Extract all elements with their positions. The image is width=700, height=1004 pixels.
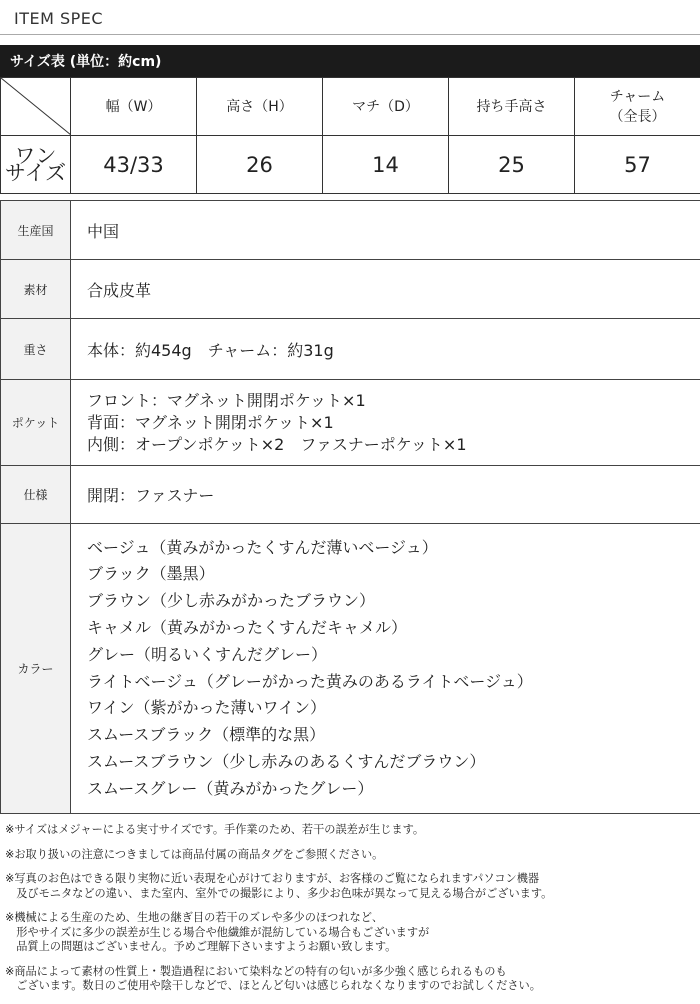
col-depth-header: マチ（D） — [323, 78, 449, 136]
color-item: ワイン（紫がかった薄いワイン） — [87, 695, 700, 722]
pocket-value — [71, 380, 700, 466]
size-table — [0, 77, 700, 194]
color-item: スムースグレー（黄みがかったグレー） — [87, 776, 700, 803]
note-item: ※お取り扱いの注意につきましては商品付属の商品タグをご参照ください。 — [5, 848, 695, 863]
col-charm-header: チャーム （全長） — [575, 78, 700, 136]
spec-table — [0, 200, 700, 814]
color-item: キャメル（黄みがかったくすんだキャメル） — [87, 615, 700, 642]
origin-value: 中国 — [71, 201, 700, 260]
col-height-header: 高さ（H） — [197, 78, 323, 136]
color-item: ブラウン（少し赤みがかったブラウン） — [87, 588, 700, 615]
weight-label: 重さ — [1, 319, 71, 380]
col-handle-height-header: 持ち手高さ — [449, 78, 575, 136]
pocket-line: フロント：マグネット開閉ポケット×1 — [87, 390, 700, 412]
feature-value: 開閉：ファスナー — [71, 466, 700, 524]
feature-label: 仕様 — [1, 466, 71, 524]
color-item: グレー（明るいくすんだグレー） — [87, 642, 700, 669]
note-item: ※機械による生産のため、生地の継ぎ目の若干のズレや多少のほつれなど、 形やサイズに多少の誤差が生じる場合や他繊維が混紡している場合もございますが 品質上の問題はございません。予めご理解下さいますようお願い致します。 — [5, 911, 695, 955]
corner-cell — [1, 78, 71, 136]
depth-value: 14 — [323, 136, 449, 194]
page-title: ITEM SPEC — [14, 9, 103, 28]
material-value: 合成皮革 — [71, 260, 700, 319]
spec-row-pocket — [1, 380, 700, 466]
size-value-row — [1, 136, 700, 194]
note-item: ※写真のお色はできる限り実物に近い表現を心がけておりますが、お客様のご覧になられますパソコン機器 及びモニタなどの違い、また室内、室外での撮影により、多少お色味が異なって見える場合がございます。 — [5, 872, 695, 901]
handle-height-value: 25 — [449, 136, 575, 194]
charm-length-value: 57 — [575, 136, 700, 194]
diagonal-line — [1, 78, 71, 135]
pocket-label: ポケット — [1, 380, 71, 466]
spec-row-material — [1, 260, 700, 319]
colors-value — [71, 524, 700, 814]
pocket-line: 背面：マグネット開閉ポケット×1 — [87, 412, 700, 434]
spec-row-origin — [1, 201, 700, 260]
size-header-row — [1, 78, 700, 136]
spec-row-feature — [1, 466, 700, 524]
height-value: 26 — [197, 136, 323, 194]
header-divider — [0, 34, 700, 35]
size-table-title: サイズ表 (単位：約cm) — [0, 45, 700, 77]
one-size-label: ワン サイズ — [1, 136, 71, 194]
col-width-header: 幅（W） — [71, 78, 197, 136]
color-item: スムースブラウン（少し赤みのあるくすんだブラウン） — [87, 749, 700, 776]
spec-row-colors — [1, 524, 700, 814]
color-item: ベージュ（黄みがかったくすんだ薄いベージュ） — [87, 535, 700, 562]
spec-row-weight — [1, 319, 700, 380]
color-item: ブラック（墨黒） — [87, 561, 700, 588]
color-item: スムースブラック（標準的な黒） — [87, 722, 700, 749]
note-item: ※商品によって素材の性質上・製造過程において染料などの特有の匂いが多少強く感じられるものも ございます。数日のご使用や陰干しなどで、ほとんど匂いは感じられなくなりますのでお試しください。 — [5, 965, 695, 994]
origin-label: 生産国 — [1, 201, 71, 260]
notes-section — [5, 823, 695, 1004]
weight-value: 本体：約454g チャーム：約31g — [71, 319, 700, 380]
color-item: ライトベージュ（グレーがかった黄みのあるライトベージュ） — [87, 669, 700, 696]
pocket-line: 内側：オープンポケット×2 ファスナーポケット×1 — [87, 434, 700, 456]
material-label: 素材 — [1, 260, 71, 319]
note-item: ※サイズはメジャーによる実寸サイズです。手作業のため、若干の誤差が生じます。 — [5, 823, 695, 838]
colors-label: カラー — [1, 524, 71, 814]
width-value: 43/33 — [71, 136, 197, 194]
